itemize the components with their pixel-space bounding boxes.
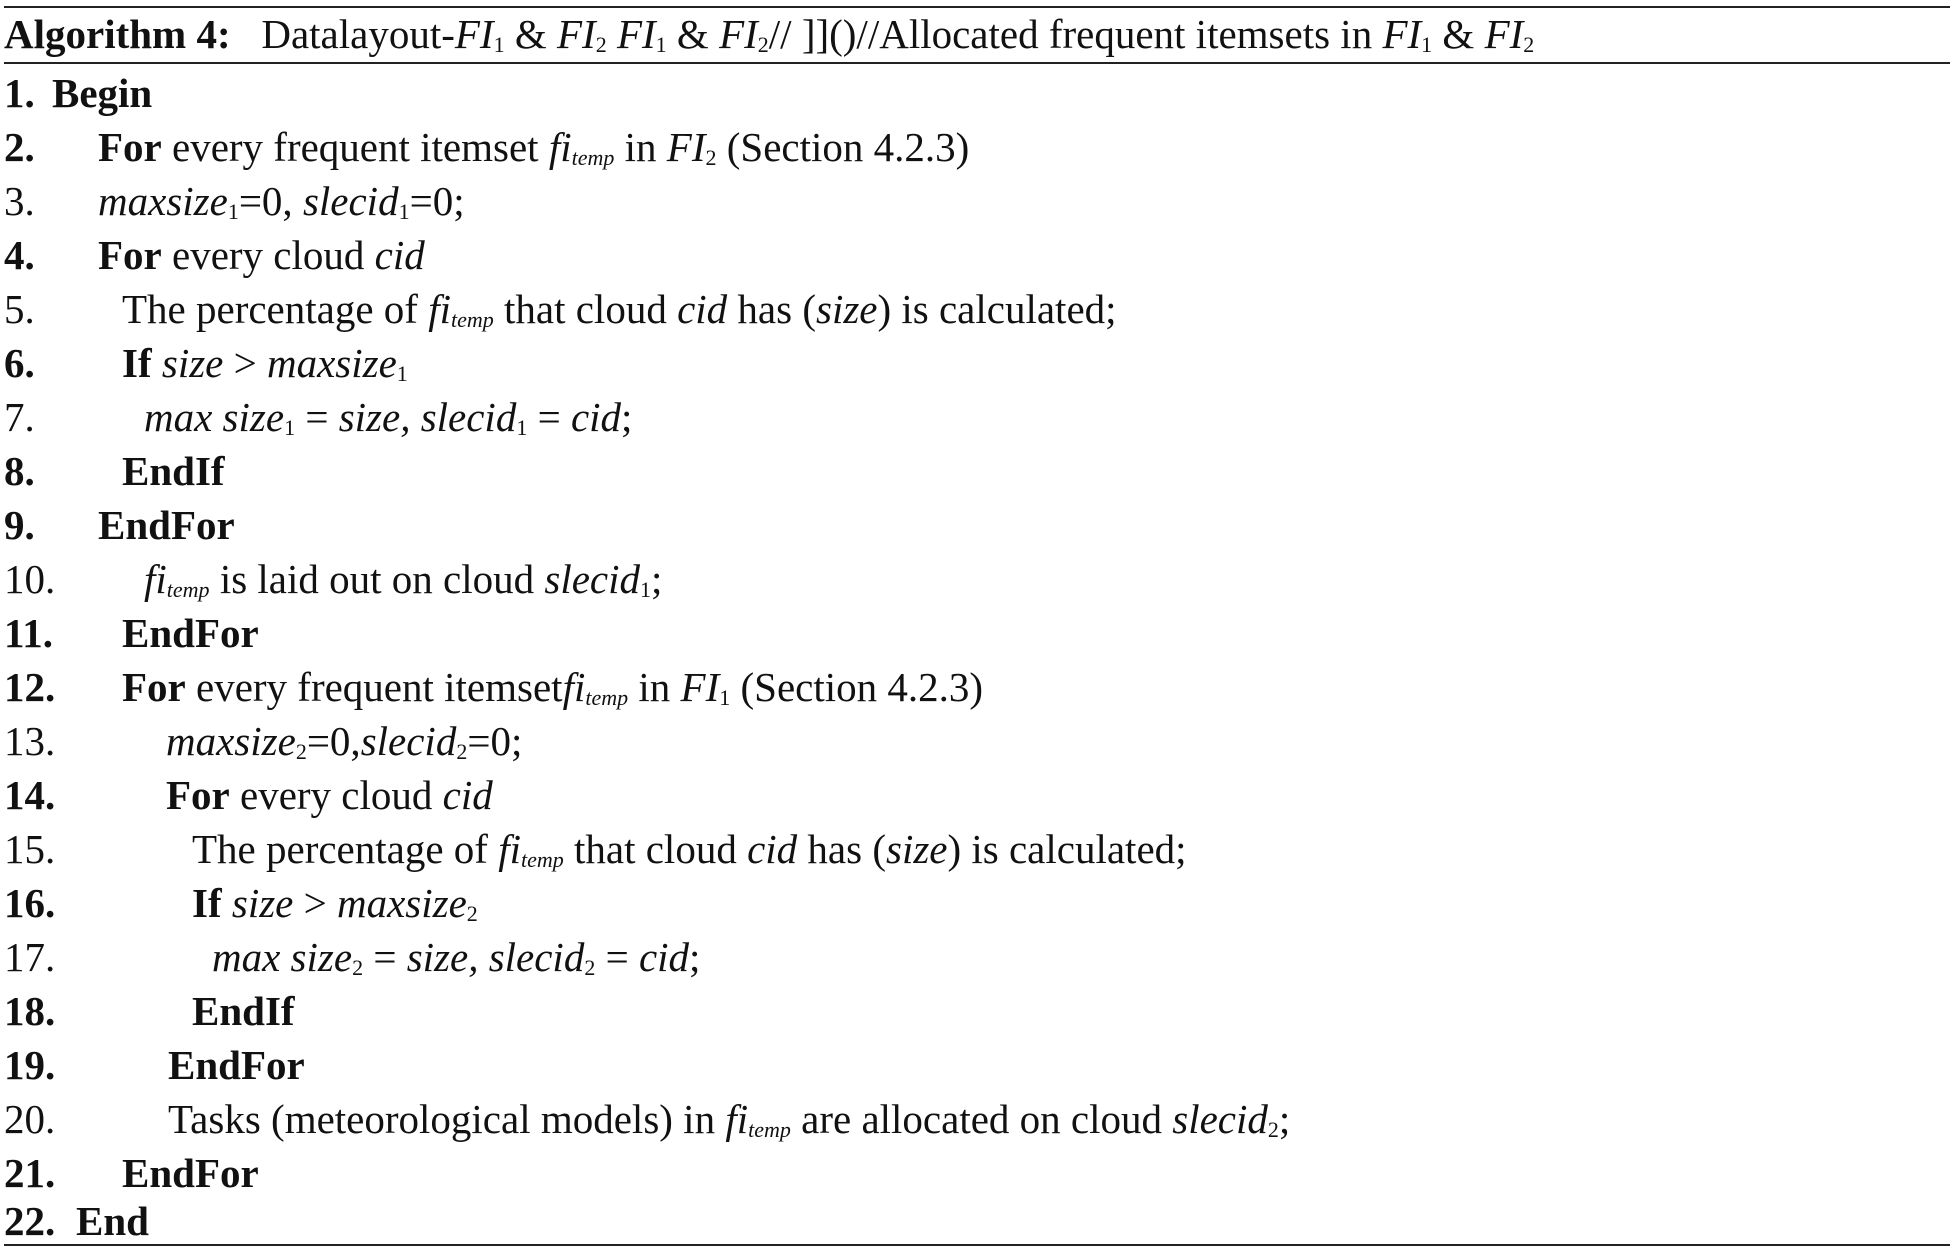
line-number: 11. (4, 610, 53, 656)
line-number: 9. (4, 502, 35, 548)
line-text: EndIf (122, 448, 225, 494)
line-text: The percentage of $fi_{temp}$ that cloud cid has (size) is calculated; (122, 286, 1117, 332)
line-number: 2. (4, 124, 35, 170)
algorithm-label: Algorithm 4: (4, 11, 231, 57)
line-number: 22. (4, 1198, 56, 1244)
line-number: 5. (4, 286, 35, 332)
line-number: 21. (4, 1150, 56, 1196)
line-text: EndFor (98, 502, 235, 548)
line-text: max size$_2$ = size, slecid$_2$ = cid; (212, 934, 701, 980)
line-text: If size > maxsize$_2$ (192, 880, 478, 926)
line-number: 19. (4, 1042, 56, 1088)
line-number: 15. (4, 826, 56, 872)
line-text: End (76, 1198, 149, 1244)
line-text: Begin (52, 70, 153, 116)
line-number: 6. (4, 340, 35, 386)
algorithm-box (4, 0, 1950, 1254)
line-text: The percentage of $fi_{temp}$ that cloud cid has (size) is calculated; (192, 826, 1187, 872)
line-text: If size > maxsize$_1$ (122, 340, 408, 386)
line-text: max size$_1$ = size, slecid$_1$ = cid; (144, 394, 633, 440)
line-text: maxsize$_1$=0, slecid$_1$=0; (98, 178, 465, 224)
algorithm-title: Datalayout-$FI_1$ & $FI_2$ $FI_1$ & $FI_2//$ ]]()//Allocated frequent itemsets in $FI_1$ & $FI_2$ (261, 11, 1535, 57)
line-text: maxsize$_2$=0,slecid$_2$=0; (166, 718, 523, 764)
line-number: 13. (4, 718, 56, 764)
line-number: 8. (4, 448, 35, 494)
line-text: $fi_{temp}$ is laid out on cloud slecid$_1$; (144, 556, 663, 602)
line-number: 7. (4, 394, 35, 440)
line-text: Tasks (meteorological models) in $fi_{temp}$ are allocated on cloud slecid$_2$; (168, 1096, 1291, 1142)
line-text: For every cloud cid (166, 772, 493, 818)
line-number: 20. (4, 1096, 56, 1142)
line-number: 4. (4, 232, 35, 278)
header-rule (4, 62, 1950, 64)
bottom-rule (4, 1244, 1950, 1246)
line-text: EndFor (122, 610, 259, 656)
line-number: 17. (4, 934, 56, 980)
line-text: For every cloud cid (98, 232, 425, 278)
line-number: 12. (4, 664, 56, 710)
line-number: 1. (4, 70, 35, 116)
algorithm-header (4, 6, 1534, 62)
line-number: 3. (4, 178, 35, 224)
line-text: For every frequent itemset $fi_{temp}$ in $FI_2$ (Section 4.2.3) (98, 124, 970, 170)
line-number: 16. (4, 880, 56, 926)
line-text: EndFor (168, 1042, 305, 1088)
line-text: EndIf (192, 988, 295, 1034)
line-number: 10. (4, 556, 56, 602)
line-text: EndFor (122, 1150, 259, 1196)
line-number: 18. (4, 988, 56, 1034)
line-number: 14. (4, 772, 56, 818)
line-text: For every frequent itemsetfi$_{temp}$ in $FI_1$ (Section 4.2.3) (122, 664, 984, 710)
